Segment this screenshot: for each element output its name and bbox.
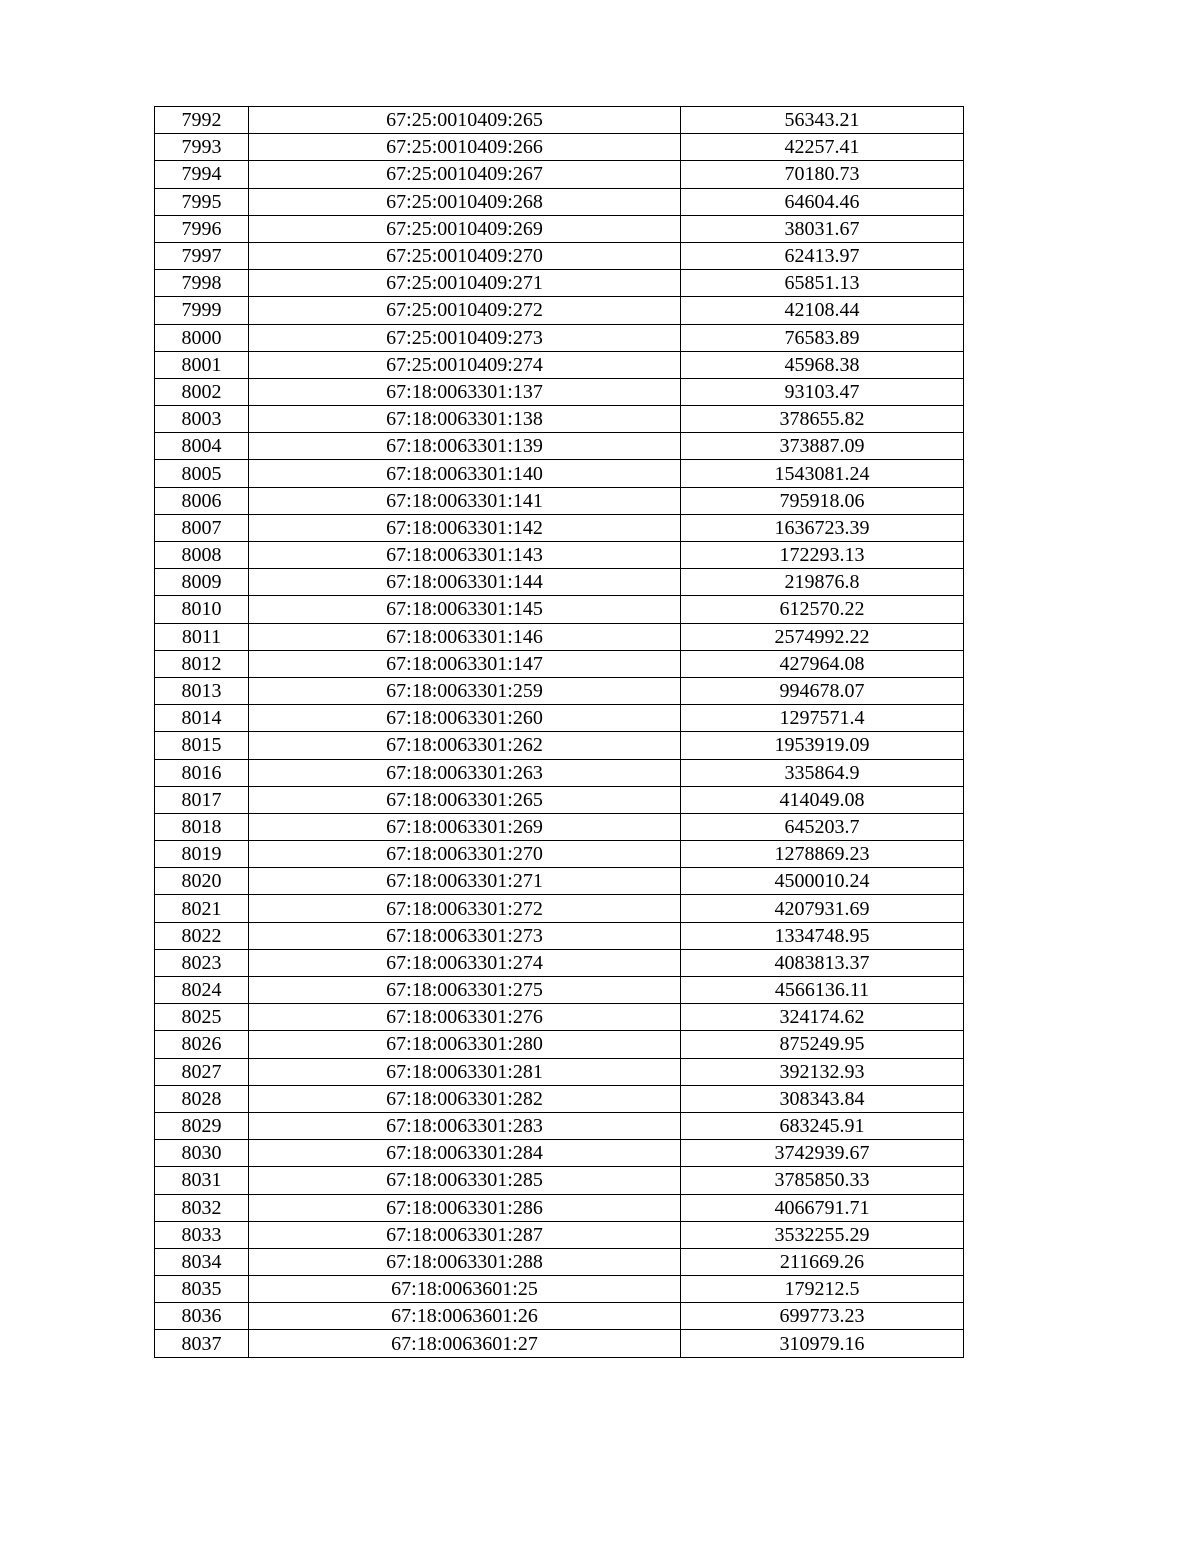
row-number-cell: 8030 xyxy=(155,1140,249,1167)
table-row xyxy=(155,759,964,786)
table-row xyxy=(155,297,964,324)
cadastral-number-cell: 67:25:0010409:268 xyxy=(249,188,681,215)
value-cell: 4083813.37 xyxy=(681,949,964,976)
row-number-cell: 8021 xyxy=(155,895,249,922)
cadastral-number-cell: 67:18:0063301:145 xyxy=(249,596,681,623)
value-cell: 1297571.4 xyxy=(681,705,964,732)
value-cell: 38031.67 xyxy=(681,215,964,242)
cadastral-number-cell: 67:18:0063301:274 xyxy=(249,949,681,976)
table-row xyxy=(155,1194,964,1221)
table-row xyxy=(155,677,964,704)
value-cell: 392132.93 xyxy=(681,1058,964,1085)
table-row xyxy=(155,215,964,242)
row-number-cell: 8032 xyxy=(155,1194,249,1221)
cadastral-number-cell: 67:18:0063301:276 xyxy=(249,1004,681,1031)
row-number-cell: 7996 xyxy=(155,215,249,242)
cadastral-number-cell: 67:18:0063301:273 xyxy=(249,922,681,949)
row-number-cell: 8013 xyxy=(155,677,249,704)
value-cell: 335864.9 xyxy=(681,759,964,786)
value-cell: 211669.26 xyxy=(681,1248,964,1275)
row-number-cell: 8036 xyxy=(155,1303,249,1330)
row-number-cell: 8035 xyxy=(155,1276,249,1303)
cadastral-number-cell: 67:18:0063301:139 xyxy=(249,433,681,460)
table-row xyxy=(155,1085,964,1112)
table-row xyxy=(155,242,964,269)
table-row xyxy=(155,107,964,134)
table-row xyxy=(155,1167,964,1194)
table-row xyxy=(155,1031,964,1058)
row-number-cell: 8022 xyxy=(155,922,249,949)
cadastral-number-cell: 67:25:0010409:265 xyxy=(249,107,681,134)
cadastral-number-cell: 67:25:0010409:270 xyxy=(249,242,681,269)
table-row xyxy=(155,351,964,378)
row-number-cell: 8008 xyxy=(155,542,249,569)
row-number-cell: 8016 xyxy=(155,759,249,786)
row-number-cell: 8011 xyxy=(155,623,249,650)
row-number-cell: 7995 xyxy=(155,188,249,215)
value-cell: 683245.91 xyxy=(681,1112,964,1139)
cadastral-number-cell: 67:18:0063301:147 xyxy=(249,650,681,677)
cadastral-number-cell: 67:18:0063301:137 xyxy=(249,378,681,405)
row-number-cell: 8028 xyxy=(155,1085,249,1112)
row-number-cell: 8037 xyxy=(155,1330,249,1357)
cadastral-number-cell: 67:25:0010409:266 xyxy=(249,134,681,161)
row-number-cell: 7999 xyxy=(155,297,249,324)
table-row xyxy=(155,977,964,1004)
row-number-cell: 7998 xyxy=(155,270,249,297)
table-row xyxy=(155,596,964,623)
value-cell: 1278869.23 xyxy=(681,841,964,868)
row-number-cell: 8017 xyxy=(155,786,249,813)
cadastral-number-cell: 67:18:0063301:146 xyxy=(249,623,681,650)
table-row xyxy=(155,623,964,650)
table-row xyxy=(155,487,964,514)
row-number-cell: 8027 xyxy=(155,1058,249,1085)
row-number-cell: 8006 xyxy=(155,487,249,514)
row-number-cell: 8001 xyxy=(155,351,249,378)
value-cell: 56343.21 xyxy=(681,107,964,134)
row-number-cell: 8004 xyxy=(155,433,249,460)
row-number-cell: 7994 xyxy=(155,161,249,188)
cadastral-number-cell: 67:18:0063301:260 xyxy=(249,705,681,732)
value-cell: 324174.62 xyxy=(681,1004,964,1031)
cadastral-number-cell: 67:18:0063301:286 xyxy=(249,1194,681,1221)
value-cell: 42108.44 xyxy=(681,297,964,324)
cadastral-number-cell: 67:18:0063301:265 xyxy=(249,786,681,813)
table-row xyxy=(155,1276,964,1303)
cadastral-number-cell: 67:25:0010409:271 xyxy=(249,270,681,297)
table-row xyxy=(155,1112,964,1139)
value-cell: 76583.89 xyxy=(681,324,964,351)
value-cell: 219876.8 xyxy=(681,569,964,596)
table-row xyxy=(155,433,964,460)
table-row xyxy=(155,922,964,949)
table-row xyxy=(155,406,964,433)
cadastral-number-cell: 67:18:0063301:271 xyxy=(249,868,681,895)
cadastral-number-cell: 67:18:0063601:27 xyxy=(249,1330,681,1357)
value-cell: 4500010.24 xyxy=(681,868,964,895)
value-cell: 4207931.69 xyxy=(681,895,964,922)
value-cell: 427964.08 xyxy=(681,650,964,677)
cadastral-number-cell: 67:18:0063301:142 xyxy=(249,514,681,541)
table-row xyxy=(155,841,964,868)
table-row xyxy=(155,1303,964,1330)
cadastral-number-cell: 67:18:0063301:275 xyxy=(249,977,681,1004)
table-row xyxy=(155,949,964,976)
value-cell: 612570.22 xyxy=(681,596,964,623)
cadastral-number-cell: 67:18:0063301:270 xyxy=(249,841,681,868)
row-number-cell: 8002 xyxy=(155,378,249,405)
row-number-cell: 8005 xyxy=(155,460,249,487)
value-cell: 378655.82 xyxy=(681,406,964,433)
cadastral-number-cell: 67:18:0063301:262 xyxy=(249,732,681,759)
table-row xyxy=(155,1004,964,1031)
value-cell: 4566136.11 xyxy=(681,977,964,1004)
row-number-cell: 8019 xyxy=(155,841,249,868)
row-number-cell: 8007 xyxy=(155,514,249,541)
row-number-cell: 7993 xyxy=(155,134,249,161)
cadastral-number-cell: 67:18:0063301:282 xyxy=(249,1085,681,1112)
row-number-cell: 7992 xyxy=(155,107,249,134)
value-cell: 308343.84 xyxy=(681,1085,964,1112)
cadastral-number-cell: 67:18:0063301:143 xyxy=(249,542,681,569)
cadastral-number-cell: 67:25:0010409:272 xyxy=(249,297,681,324)
row-number-cell: 8010 xyxy=(155,596,249,623)
table-row xyxy=(155,569,964,596)
cadastral-number-cell: 67:18:0063301:263 xyxy=(249,759,681,786)
cadastral-number-cell: 67:18:0063301:140 xyxy=(249,460,681,487)
value-cell: 414049.08 xyxy=(681,786,964,813)
table-row xyxy=(155,514,964,541)
row-number-cell: 8000 xyxy=(155,324,249,351)
value-cell: 373887.09 xyxy=(681,433,964,460)
table-row xyxy=(155,134,964,161)
cadastral-number-cell: 67:18:0063301:141 xyxy=(249,487,681,514)
value-cell: 45968.38 xyxy=(681,351,964,378)
value-cell: 310979.16 xyxy=(681,1330,964,1357)
value-cell: 93103.47 xyxy=(681,378,964,405)
row-number-cell: 8018 xyxy=(155,813,249,840)
table-row xyxy=(155,1330,964,1357)
value-cell: 1636723.39 xyxy=(681,514,964,541)
table-row xyxy=(155,1248,964,1275)
row-number-cell: 8014 xyxy=(155,705,249,732)
row-number-cell: 8034 xyxy=(155,1248,249,1275)
value-cell: 2574992.22 xyxy=(681,623,964,650)
row-number-cell: 8029 xyxy=(155,1112,249,1139)
value-cell: 3785850.33 xyxy=(681,1167,964,1194)
cadastral-number-cell: 67:18:0063301:287 xyxy=(249,1221,681,1248)
value-cell: 65851.13 xyxy=(681,270,964,297)
value-cell: 645203.7 xyxy=(681,813,964,840)
cadastral-number-cell: 67:18:0063301:280 xyxy=(249,1031,681,1058)
table-row xyxy=(155,161,964,188)
table-row xyxy=(155,324,964,351)
cadastral-number-cell: 67:18:0063601:25 xyxy=(249,1276,681,1303)
table-row xyxy=(155,786,964,813)
value-cell: 42257.41 xyxy=(681,134,964,161)
cadastral-number-cell: 67:18:0063301:288 xyxy=(249,1248,681,1275)
row-number-cell: 8023 xyxy=(155,949,249,976)
row-number-cell: 8031 xyxy=(155,1167,249,1194)
table-row xyxy=(155,650,964,677)
value-cell: 62413.97 xyxy=(681,242,964,269)
table-row xyxy=(155,460,964,487)
table-row xyxy=(155,1058,964,1085)
table-row xyxy=(155,270,964,297)
table-row xyxy=(155,868,964,895)
table-row xyxy=(155,705,964,732)
value-cell: 1334748.95 xyxy=(681,922,964,949)
value-cell: 1543081.24 xyxy=(681,460,964,487)
table-row xyxy=(155,1221,964,1248)
value-cell: 875249.95 xyxy=(681,1031,964,1058)
cadastral-number-cell: 67:18:0063301:269 xyxy=(249,813,681,840)
value-cell: 1953919.09 xyxy=(681,732,964,759)
cadastral-number-cell: 67:18:0063301:281 xyxy=(249,1058,681,1085)
cadastral-number-cell: 67:25:0010409:273 xyxy=(249,324,681,351)
row-number-cell: 8020 xyxy=(155,868,249,895)
table-row xyxy=(155,1140,964,1167)
table-row xyxy=(155,895,964,922)
cadastral-number-cell: 67:18:0063601:26 xyxy=(249,1303,681,1330)
cadastral-number-cell: 67:18:0063301:259 xyxy=(249,677,681,704)
cadastral-number-cell: 67:18:0063301:285 xyxy=(249,1167,681,1194)
row-number-cell: 7997 xyxy=(155,242,249,269)
cadastral-number-cell: 67:18:0063301:272 xyxy=(249,895,681,922)
table-row xyxy=(155,542,964,569)
row-number-cell: 8025 xyxy=(155,1004,249,1031)
value-cell: 795918.06 xyxy=(681,487,964,514)
row-number-cell: 8026 xyxy=(155,1031,249,1058)
cadastral-number-cell: 67:25:0010409:274 xyxy=(249,351,681,378)
table-row xyxy=(155,813,964,840)
value-cell: 3742939.67 xyxy=(681,1140,964,1167)
value-cell: 994678.07 xyxy=(681,677,964,704)
row-number-cell: 8024 xyxy=(155,977,249,1004)
row-number-cell: 8012 xyxy=(155,650,249,677)
row-number-cell: 8009 xyxy=(155,569,249,596)
value-cell: 64604.46 xyxy=(681,188,964,215)
row-number-cell: 8033 xyxy=(155,1221,249,1248)
value-cell: 4066791.71 xyxy=(681,1194,964,1221)
table-row xyxy=(155,378,964,405)
cadastral-number-cell: 67:25:0010409:267 xyxy=(249,161,681,188)
cadastral-number-cell: 67:18:0063301:284 xyxy=(249,1140,681,1167)
value-cell: 172293.13 xyxy=(681,542,964,569)
cadastral-number-cell: 67:18:0063301:283 xyxy=(249,1112,681,1139)
table-row xyxy=(155,732,964,759)
cadastral-number-cell: 67:18:0063301:144 xyxy=(249,569,681,596)
value-cell: 699773.23 xyxy=(681,1303,964,1330)
table-body xyxy=(155,107,964,1358)
value-cell: 70180.73 xyxy=(681,161,964,188)
value-cell: 179212.5 xyxy=(681,1276,964,1303)
row-number-cell: 8003 xyxy=(155,406,249,433)
cadastral-number-cell: 67:18:0063301:138 xyxy=(249,406,681,433)
row-number-cell: 8015 xyxy=(155,732,249,759)
value-cell: 3532255.29 xyxy=(681,1221,964,1248)
cadastral-number-cell: 67:25:0010409:269 xyxy=(249,215,681,242)
data-table xyxy=(154,106,964,1358)
table-row xyxy=(155,188,964,215)
